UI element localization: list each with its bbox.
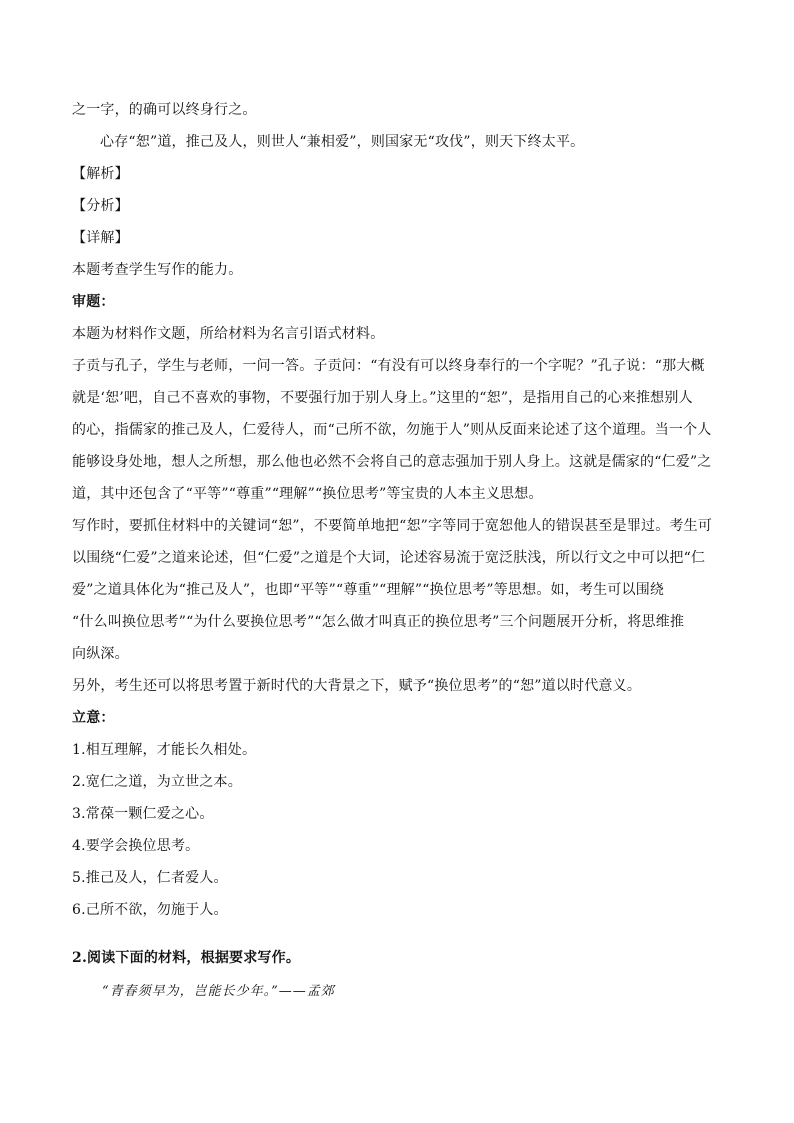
heading-jiexi: 【解析】 xyxy=(72,166,129,182)
paragraph-zigong-line-3: 的心，指儒家的推己及人，仁爱待人，而“己所不欲，勿施于人”则从反面来论述了这个道理。当一个人 xyxy=(72,422,712,438)
paragraph-ability: 本题考查学生写作的能力。 xyxy=(72,262,243,278)
paragraph-writing-line-2: 以围绕“仁爱”之道来论述，但“仁爱”之道是个大词，论述容易流于宽泛肤浅，所以行文之中可以把“仁 xyxy=(72,550,706,566)
idea-item: 2.宽仁之道，为立世之本。 xyxy=(72,774,242,790)
heading-liyi: 立意： xyxy=(72,710,115,726)
paragraph-zigong-line-2: 就是‘恕’吧，自己不喜欢的事物，不要强行加于别人身上。”这里的“恕”，是指用自己的心来推想别人 xyxy=(72,390,693,406)
paragraph-shu-dao: 心存“恕”道，推己及人，则世人“兼相爱”，则国家无“攻伐”，则天下终太平。 xyxy=(100,134,585,150)
idea-item: 4.要学会换位思考。 xyxy=(72,838,200,854)
paragraph-writing-line-4: “什么叫换位思考”“为什么要换位思考”“怎么做才叫真正的换位思考”三个问题展开分析，将思维推 xyxy=(72,614,685,630)
idea-item: 6.己所不欲，勿施于人。 xyxy=(72,902,228,918)
heading-fenxi: 【分析】 xyxy=(72,198,129,214)
paragraph-material-type: 本题为材料作文题，所给材料为名言引语式材料。 xyxy=(72,326,385,342)
heading-xiangjie: 【详解】 xyxy=(72,230,129,246)
paragraph-new-era: 另外，考生还可以将思考置于新时代的大背景之下，赋予“换位思考”的“恕”道以时代意义。 xyxy=(72,678,642,694)
idea-item: 1.相互理解，才能长久相处。 xyxy=(72,742,257,758)
paragraph-zigong-line-5: 道，其中还包含了“平等”“尊重”“理解”“换位思考”等宝贵的人本主义思想。 xyxy=(72,486,543,502)
paragraph-continuation: 之一字，的确可以终身行之。 xyxy=(72,102,257,118)
paragraph-writing-line-1: 写作时，要抓住材料中的关键词“恕”，不要简单地把“恕”字等同于宽恕他人的错误甚至是罪过。考生可 xyxy=(72,518,713,534)
paragraph-writing-line-5: 向纵深。 xyxy=(72,646,129,662)
paragraph-writing-line-3: 爱”之道具体化为“推己及人”，也即“平等”“尊重”“理解”“换位思考”等思想。如，考生可以围绕 xyxy=(72,582,665,598)
question-2-quote: “青春须早为，岂能长少年。”——孟郊 xyxy=(102,984,335,999)
idea-item: 3.常葆一颗仁爱之心。 xyxy=(72,806,214,822)
paragraph-zigong-line-4: 能够设身处地，想人之所想，那么他也必然不会将自己的意志强加于别人身上。这就是儒家的“仁爱”之 xyxy=(72,454,712,470)
heading-shenti: 审题： xyxy=(72,294,115,310)
question-2-title: 2.阅读下面的材料，根据要求写作。 xyxy=(72,950,301,966)
idea-item: 5.推己及人，仁者爱人。 xyxy=(72,870,228,886)
paragraph-zigong-line-1: 子贡与孔子，学生与老师，一问一答。子贡问：“有没有可以终身奉行的一个字呢？”孔子说：“那大概 xyxy=(72,358,705,374)
